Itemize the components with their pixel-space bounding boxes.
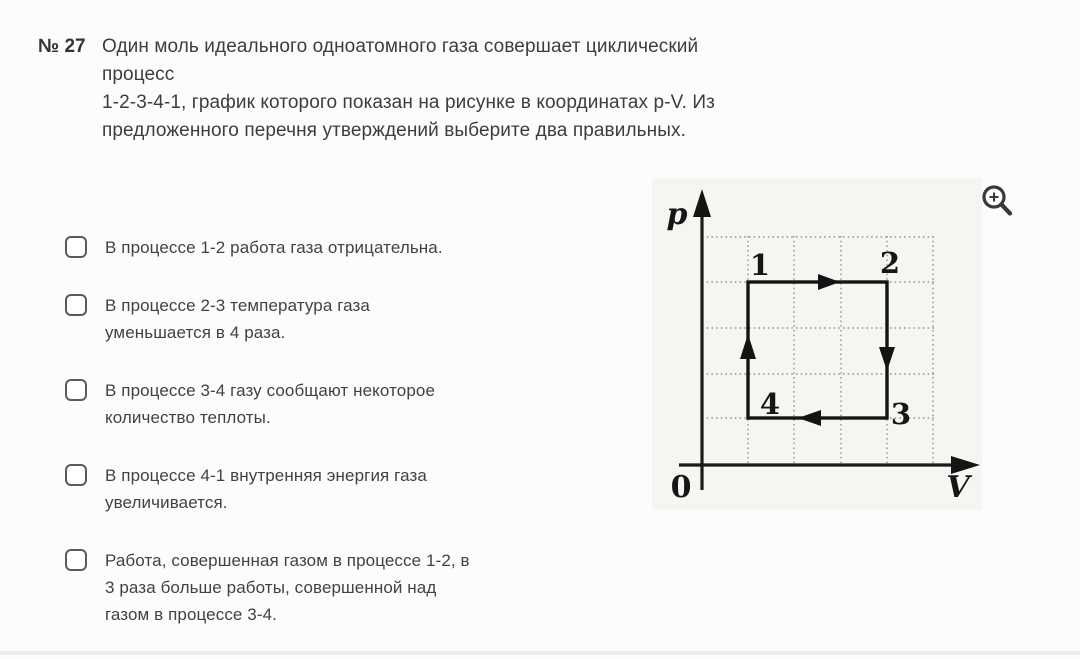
checkbox-option-1[interactable] [65,236,87,258]
question-text-line: предложенного перечня утверждений выберите два правильных. [102,120,686,141]
option-row-4[interactable] [65,462,565,516]
option-row-1[interactable] [65,234,565,261]
zoom-in-icon[interactable] [980,184,1016,220]
option-label-2 [105,292,370,346]
p-axis-arrow [693,189,711,217]
pv-diagram[interactable] [652,178,982,510]
question-block [38,33,715,145]
option-line: 3 раза больше работы, совершенной над [105,578,437,597]
option-line: Работа, совершенная газом в процессе 1-2, в [105,551,470,570]
point-label-4: 4 [759,387,781,421]
arrow-4-1-up [740,334,756,359]
arrow-3-4-left [798,410,821,426]
arrow-1-2-right [818,274,840,290]
question-number: № 27 [38,36,86,57]
option-line: В процессе 2-3 температура газа [105,296,370,315]
arrow-2-3-down [879,347,895,371]
point-label-1: 1 [749,248,771,282]
option-line: В процессе 4-1 внутренняя энергия газа [105,466,427,485]
option-row-5[interactable] [65,547,565,628]
option-line: увеличивается. [105,493,228,512]
pv-diagram-svg [652,178,982,510]
bottom-divider [0,651,1080,655]
option-label-3 [105,377,435,431]
v-axis-label: V [946,470,970,505]
option-line: количество теплоты. [105,408,271,427]
option-row-2[interactable] [65,292,565,346]
point-label-2: 2 [879,246,901,280]
option-label-1 [105,234,443,261]
options-list [65,234,565,659]
checkbox-option-2[interactable] [65,294,87,316]
checkbox-option-3[interactable] [65,379,87,401]
question-text-line: процесс [102,64,175,85]
option-label-5 [105,547,470,628]
question-text [102,33,715,145]
p-axis-label: p [666,197,688,232]
option-label-4 [105,462,427,516]
option-line: газом в процессе 3-4. [105,605,278,624]
point-label-3: 3 [890,397,912,431]
origin-label: 0 [670,470,692,505]
question-text-line: Один моль идеального одноатомного газа совершает циклический [102,36,699,57]
option-line: В процессе 1-2 работа газа отрицательна. [105,238,443,257]
checkbox-option-5[interactable] [65,549,87,571]
option-row-3[interactable] [65,377,565,431]
option-line: В процессе 3-4 газу сообщают некоторое [105,381,435,400]
option-line: уменьшается в 4 раза. [105,323,286,342]
question-text-line: 1-2-3-4-1, график которого показан на рисунке в координатах p-V. Из [102,92,715,113]
checkbox-option-4[interactable] [65,464,87,486]
